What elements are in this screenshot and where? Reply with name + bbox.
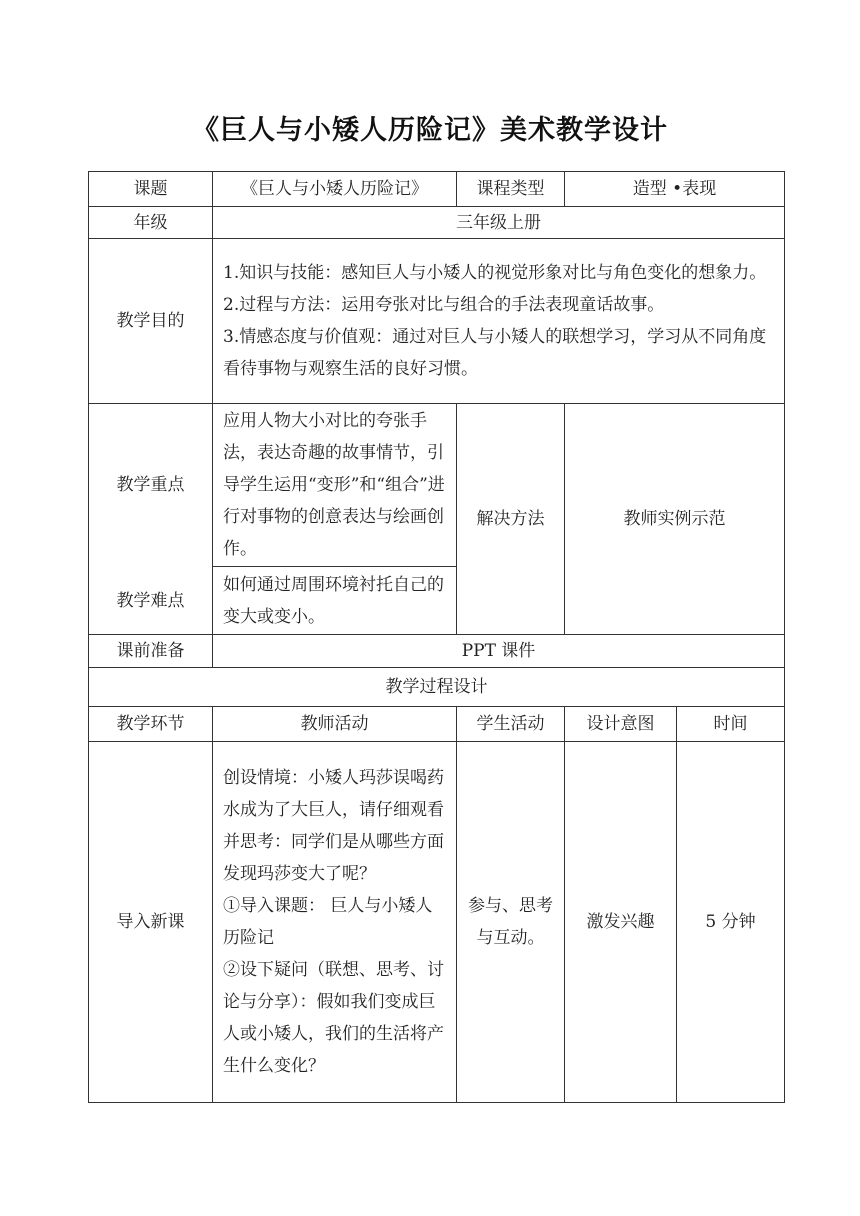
process-section-title: 教学过程设计 <box>385 677 488 697</box>
topic-value: 《巨人与小矮人历险记》 <box>241 179 428 199</box>
course-type-value: 造型 •表现 <box>632 179 717 199</box>
header-student-activity: 学生活动 <box>476 714 545 734</box>
solution-value: 教师实例示范 <box>623 509 726 529</box>
time-cell: 5 分钟 <box>705 912 756 932</box>
header-time: 时间 <box>713 714 748 734</box>
goal-item: 3.情感态度与价值观：通过对巨人与小矮人的联想学习，学习从不同角度看待事物与观察生活的良好习惯。 <box>223 327 767 379</box>
stage-cell: 导入新课 <box>116 912 185 932</box>
teacher-activity-line: ①导入课题： 巨人与小矮人历险记 <box>223 896 433 948</box>
grade-value: 三年级上册 <box>456 212 541 233</box>
goals-label: 教学目的 <box>116 311 185 331</box>
document-title: 《巨人与小矮人历险记》美术教学设计 <box>192 115 668 146</box>
design-intent-cell: 激发兴趣 <box>586 912 655 932</box>
student-activity-cell: 参与、思考与互动。 <box>468 896 553 948</box>
goal-item: 2.过程与方法：运用夸张对比与组合的手法表现童话故事。 <box>223 295 665 315</box>
grade-label: 年级 <box>133 212 168 233</box>
key-points-label: 教学重点 <box>116 475 185 495</box>
course-type-label: 课程类型 <box>476 179 545 199</box>
key-points-text: 应用人物大小对比的夸张手法，表达奇趣的故事情节，引导学生运用“变形”和“组合”进行对事物的创意表达与绘画创作。 <box>223 411 445 559</box>
difficulty-value <box>213 567 456 634</box>
key-points-value <box>213 404 456 566</box>
goals-list <box>213 239 784 403</box>
difficulty-label: 教学难点 <box>116 590 185 611</box>
topic-label: 课题 <box>133 179 168 199</box>
header-stage: 教学环节 <box>116 714 185 734</box>
prep-value: PPT 课件 <box>461 641 536 661</box>
teacher-activity-line: ②设下疑问（联想、思考、讨论与分享）：假如我们变成巨人或小矮人，我们的生活将产生什么变化？ <box>223 960 444 1076</box>
teacher-activity-cell <box>213 742 456 1102</box>
goal-item: 1.知识与技能：感知巨人与小矮人的视觉形象对比与角色变化的想象力。 <box>223 263 767 283</box>
prep-label: 课前准备 <box>116 641 185 661</box>
teacher-activity-line: 创设情境：小矮人玛莎误喝药水成为了大巨人，请仔细观看并思考：同学们是从哪些方面发现玛莎变大了呢？ <box>223 768 444 884</box>
header-teacher-activity: 教师活动 <box>300 714 369 734</box>
header-design-intent: 设计意图 <box>586 714 655 734</box>
solution-label: 解决方法 <box>476 509 545 529</box>
difficulty-text: 如何通过周围环境衬托自己的变大或变小。 <box>223 574 444 627</box>
